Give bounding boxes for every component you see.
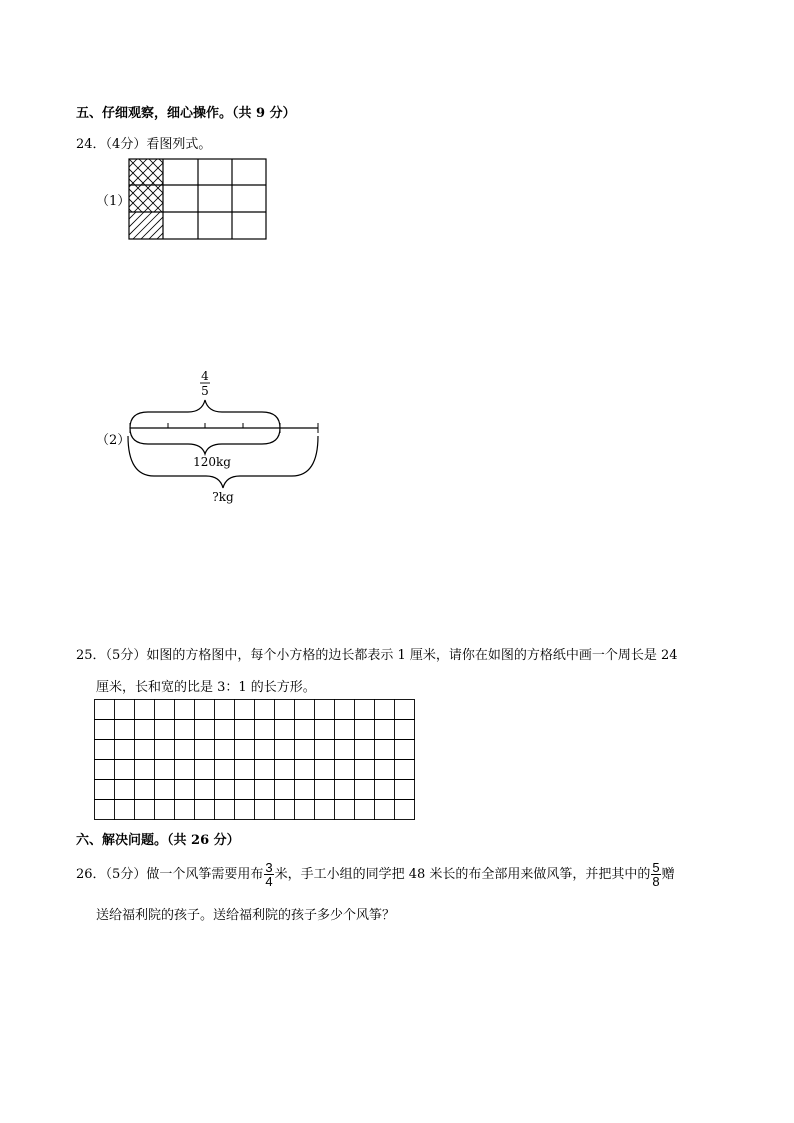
fraction-grid-figure bbox=[128, 158, 268, 240]
question-26-line-1 bbox=[76, 860, 675, 890]
unknown-quantity-label: ?kg bbox=[212, 490, 234, 504]
question-25-line-2: 厘米，长和宽的比是 3：1 的长方形。 bbox=[96, 680, 316, 695]
question-25-line-1: 25．（5分）如图的方格图中，每个小方格的边长都表示 1 厘米，请你在如图的方格纸中画一个周长是 24 bbox=[76, 648, 678, 663]
question-26-text-part-1: 26．（5分）做一个风筝需要用布 bbox=[76, 867, 264, 882]
square-grid-paper bbox=[94, 699, 416, 821]
cross-hatch-area bbox=[128, 158, 228, 218]
fraction-denominator: 4 bbox=[265, 874, 273, 889]
fraction-five-eighths bbox=[651, 861, 660, 888]
single-hatch-area bbox=[128, 212, 192, 240]
section-6-title: 六、解决问题。（共 26 分） bbox=[76, 833, 240, 848]
part-1-label: （1） bbox=[96, 194, 131, 209]
question-24-stem: 24．（4分）看图列式。 bbox=[76, 137, 212, 152]
known-quantity-label: 120kg bbox=[193, 455, 231, 469]
fraction-numerator: 4 bbox=[201, 369, 209, 383]
question-26-text-part-2: 米，手工小组的同学把 48 米长的布全部用来做风筝，并把其中的 bbox=[274, 867, 651, 882]
fraction-denominator: 8 bbox=[652, 874, 660, 889]
middle-brace bbox=[130, 428, 280, 454]
line-segment-diagram bbox=[126, 366, 322, 506]
fraction-three-quarters bbox=[264, 861, 273, 888]
section-5-title: 五、仔细观察，细心操作。（共 9 分） bbox=[76, 106, 296, 121]
part-2-label: （2） bbox=[96, 433, 131, 448]
fraction-numerator: 5 bbox=[652, 860, 660, 875]
fraction-numerator: 3 bbox=[265, 860, 273, 875]
question-26-text-part-3: 赠 bbox=[661, 867, 675, 882]
question-26-line-2: 送给福利院的孩子。送给福利院的孩子多少个风筝？ bbox=[96, 908, 396, 923]
fraction-denominator: 5 bbox=[201, 384, 209, 398]
